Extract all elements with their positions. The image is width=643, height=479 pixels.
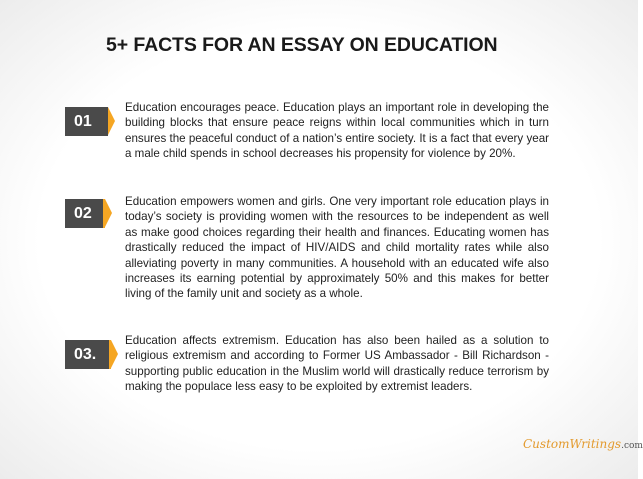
brand-name: CustomWritings bbox=[523, 437, 622, 451]
slide-title: 5+ FACTS FOR AN ESSAY ON EDUCATION bbox=[106, 34, 498, 56]
brand-suffix: .com bbox=[621, 441, 643, 451]
badge-arrow-icon bbox=[111, 340, 118, 368]
fact-text-1: Education encourages peace. Education plays an important role in developing the building blocks that ensure peace reigns within local communities which in turn ensures the peaceful conduct of a nation’s entire society. It is a fact that every year a male child spends in school decreases his propensity for violence by 20%. bbox=[125, 101, 549, 161]
fact-badge-label: 03. bbox=[65, 340, 109, 369]
fact-text-2: Education empowers women and girls. One very important role education plays in today’s society is providing women with the resources to be independent as well as make good choices regarding their health and finances. Educating women has drastically reduced the impact of HIV/AIDS and child mortality rates while also alleviating poverty in many communities. A household with an educated wife also increases its earning potential by approximately 50% and this makes for better living of the family unit and society as a whole. bbox=[125, 195, 549, 301]
fact-badge-label: 02 bbox=[65, 199, 103, 228]
brand-logo bbox=[523, 437, 643, 451]
badge-arrow-icon bbox=[105, 199, 112, 227]
fact-badge-label: 01 bbox=[65, 107, 108, 136]
fact-text-3: Education affects extremism. Education has also been hailed as a solution to religious extremism and according to Former US Ambassador - Bill Richardson - supporting public education in the Muslim world will drastically reduce terrorism by making the populace less easy to be exploited by extremist leaders. bbox=[125, 334, 549, 394]
badge-arrow-icon bbox=[108, 107, 115, 135]
